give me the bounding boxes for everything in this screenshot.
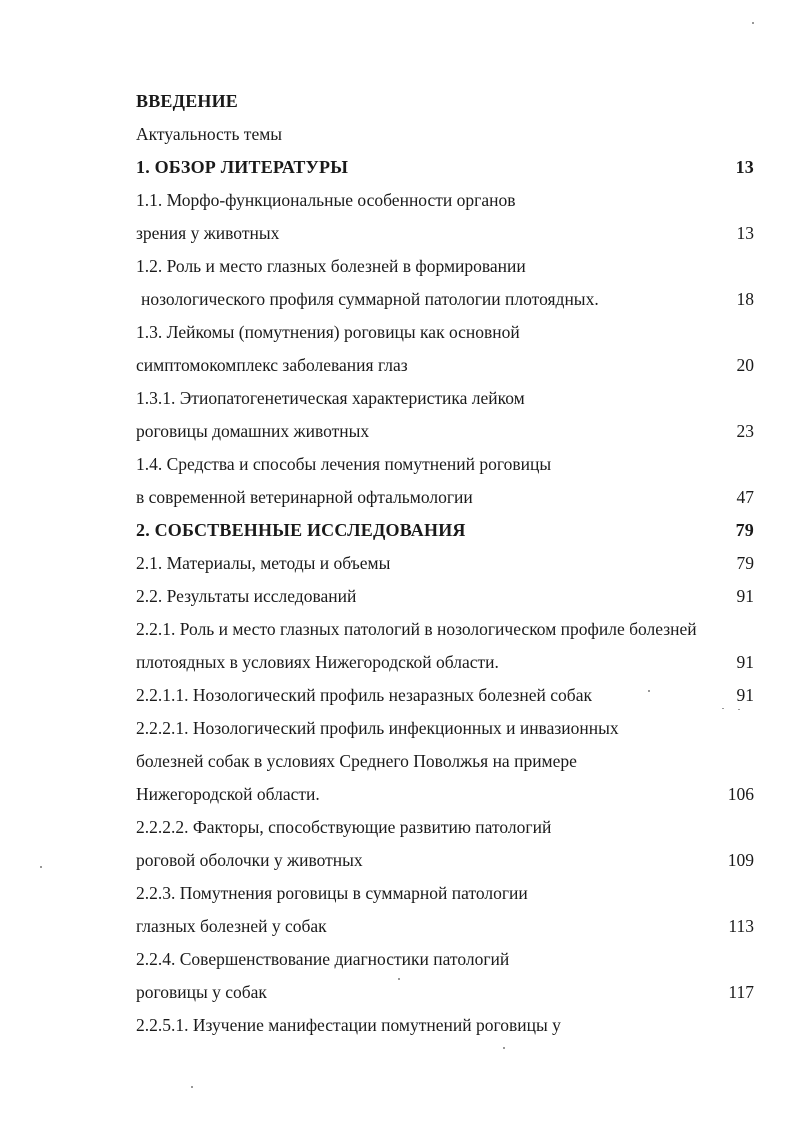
toc-entry-title: 1.2. Роль и место глазных болезней в формировании bbox=[136, 256, 526, 276]
toc-entry-page: 91 bbox=[736, 652, 754, 672]
toc-entry-title: 2.2.1. Роль и место глазных патологий в нозологическом профиле болезней bbox=[136, 619, 697, 639]
toc-entry bbox=[136, 943, 756, 976]
toc-entry-title: Нижегородской области. bbox=[136, 784, 320, 804]
toc-entry bbox=[136, 514, 756, 547]
scan-speck bbox=[398, 978, 400, 980]
toc-entry bbox=[136, 118, 756, 151]
toc-entry-title: симптомокомплекс заболевания глаз bbox=[136, 355, 408, 375]
toc-entry bbox=[136, 844, 756, 877]
toc-entry-page: 79 bbox=[735, 520, 754, 540]
toc-entry-title: в современной ветеринарной офтальмологии bbox=[136, 487, 473, 507]
toc-entry-title: 2.2.4. Совершенствование диагностики патологий bbox=[136, 949, 510, 969]
scan-speck bbox=[191, 1086, 193, 1088]
toc-entry bbox=[136, 85, 756, 118]
toc-entry bbox=[136, 316, 756, 349]
toc-entry bbox=[136, 910, 756, 943]
toc-entry bbox=[136, 877, 756, 910]
scan-speck bbox=[752, 22, 754, 24]
toc-entry bbox=[136, 217, 756, 250]
toc-entry-title: Актуальность темы bbox=[136, 124, 283, 144]
toc-entry-page: 47 bbox=[736, 487, 754, 507]
toc-entry-title: глазных болезней у собак bbox=[136, 916, 327, 936]
toc-entry bbox=[136, 448, 756, 481]
toc-entry-title: 1. ОБЗОР ЛИТЕРАТУРЫ bbox=[136, 157, 349, 177]
scan-speck bbox=[738, 709, 740, 710]
toc-entry-page: 113 bbox=[728, 916, 754, 936]
toc-entry bbox=[136, 745, 756, 778]
scan-speck bbox=[722, 708, 724, 709]
toc-entry bbox=[136, 811, 756, 844]
toc-entry bbox=[136, 1009, 756, 1042]
toc-entry-title: 2.2.2.2. Факторы, способствующие развитию патологий bbox=[136, 817, 552, 837]
toc-entry bbox=[136, 283, 756, 316]
toc-entry-title: плотоядных в условиях Нижегородской области. bbox=[136, 652, 499, 672]
toc-entry-title: зрения у животных bbox=[136, 223, 280, 243]
toc-entry-page: 23 bbox=[736, 421, 754, 441]
toc-entry bbox=[136, 481, 756, 514]
toc-entry bbox=[136, 778, 756, 811]
toc-entry bbox=[136, 184, 756, 217]
scan-speck bbox=[503, 1047, 505, 1049]
toc-entry bbox=[136, 580, 756, 613]
toc-entry-page: 18 bbox=[736, 289, 754, 309]
toc-entry-page: 20 bbox=[736, 355, 754, 375]
toc-entry bbox=[136, 415, 756, 448]
toc-entry-title: 1.3. Лейкомы (помутнения) роговицы как основной bbox=[136, 322, 520, 342]
toc-entry-title: 2.2. Результаты исследований bbox=[136, 586, 357, 606]
toc-entry-title: болезней собак в условиях Среднего Поволжья на примере bbox=[136, 751, 577, 771]
toc-entry-title: 2.2.2.1. Нозологический профиль инфекционных и инвазионных bbox=[136, 718, 619, 738]
toc-entry-page: 106 bbox=[727, 784, 754, 804]
toc-entry-title: роговой оболочки у животных bbox=[136, 850, 363, 870]
toc-entry-title: 1.1. Морфо-функциональные особенности органов bbox=[136, 190, 516, 210]
toc-entry-page: 91 bbox=[736, 685, 754, 705]
toc-entry-page: 13 bbox=[735, 157, 754, 177]
toc-entry-title: 2.2.1.1. Нозологический профиль незаразных болезней собак bbox=[136, 685, 592, 705]
scan-speck bbox=[40, 866, 42, 868]
toc-entry-page: 79 bbox=[736, 553, 754, 573]
toc-entry-title: 1.4. Средства и способы лечения помутнений роговицы bbox=[136, 454, 552, 474]
toc-entry-title: ВВЕДЕНИЕ bbox=[136, 91, 239, 111]
toc-entry bbox=[136, 547, 756, 580]
toc-entry bbox=[136, 646, 756, 679]
toc-entry bbox=[136, 382, 756, 415]
toc-entry-title: 2.2.5.1. Изучение манифестации помутнений роговицы у bbox=[136, 1015, 561, 1035]
toc-entry bbox=[136, 976, 756, 1009]
toc-entry bbox=[136, 613, 756, 646]
toc-entry bbox=[136, 712, 756, 745]
toc-entry-page: 109 bbox=[727, 850, 754, 870]
toc-entry-title: роговицы домашних животных bbox=[136, 421, 370, 441]
toc-entry bbox=[136, 250, 756, 283]
toc-entry-page: 91 bbox=[736, 586, 754, 606]
toc-entry-title: 2.1. Материалы, методы и объемы bbox=[136, 553, 391, 573]
table-of-contents bbox=[136, 85, 756, 1042]
toc-entry-title: 2.2.3. Помутнения роговицы в суммарной патологии bbox=[136, 883, 528, 903]
toc-entry bbox=[136, 151, 756, 184]
toc-entry-title: 1.3.1. Этиопатогенетическая характеристика лейком bbox=[136, 388, 525, 408]
toc-entry bbox=[136, 349, 756, 382]
toc-entry-title: 2. СОБСТВЕННЫЕ ИССЛЕДОВАНИЯ bbox=[136, 520, 466, 540]
toc-entry-page: 117 bbox=[728, 982, 754, 1002]
toc-entry-title: нозологического профиля суммарной патологии плотоядных. bbox=[141, 289, 599, 309]
toc-entry-title: роговицы у собак bbox=[136, 982, 267, 1002]
toc-entry-page: 13 bbox=[736, 223, 754, 243]
scan-speck bbox=[648, 690, 650, 692]
toc-entry bbox=[136, 679, 756, 712]
